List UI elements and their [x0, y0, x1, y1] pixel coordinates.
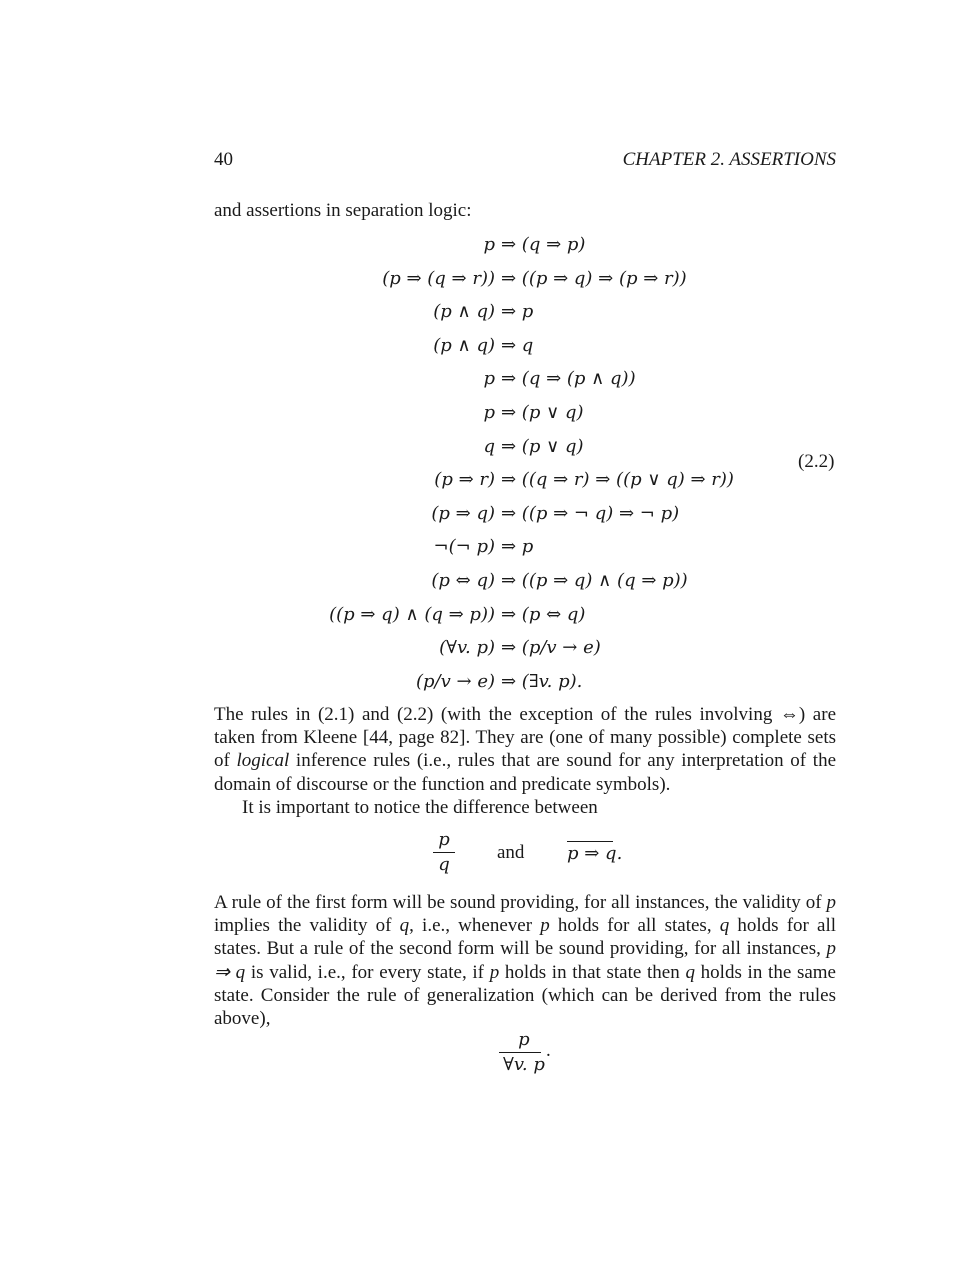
- axiom-row: [0, 297, 979, 327]
- paragraph-kleene-text: The rules in (2.1) and (2.2) (with the exception of the rules involving ⇔) are taken from Kleene [44, page 82]. They are (one of many possible) complete sets of: [214, 704, 836, 772]
- generalization-rule: [499, 1028, 549, 1077]
- math-var: q: [685, 961, 695, 983]
- axiom-rhs: ⇒ ((q ⇒ r) ⇒ ((p ∨ q) ⇒ r)): [501, 469, 734, 491]
- axiom-lhs: ¬(¬ p): [433, 536, 495, 558]
- axiom-row: [0, 532, 979, 562]
- axiom-rhs: ⇒ p: [501, 536, 534, 558]
- text: implies the validity of: [214, 915, 400, 937]
- generalization-period: .: [546, 1040, 551, 1061]
- running-head: CHAPTER 2. ASSERTIONS: [622, 149, 836, 170]
- axiom-row: [0, 600, 979, 630]
- axiom-lhs: p: [483, 234, 495, 255]
- math-var: q: [719, 915, 730, 937]
- text: is valid, i.e., for every state, if: [245, 961, 490, 983]
- axiom-row: [0, 633, 979, 663]
- axiom-lhs-wrap: [0, 432, 495, 462]
- rule-conclusion: ∀v. p: [503, 1054, 545, 1075]
- axiom-lhs: p: [483, 368, 495, 390]
- axiom-lhs-wrap: [0, 566, 495, 596]
- axiom-lhs: (p ⇒ q): [431, 502, 495, 524]
- axiom-lhs: (p ⇒ (q ⇒ r)): [382, 267, 495, 289]
- text: holds for all states. But a rule of the second form will be sound providing, for all instances,: [214, 915, 837, 960]
- rule-fraction-first: [433, 828, 455, 877]
- axiom-lhs: (p ∧ q): [433, 334, 495, 356]
- text: holds for all states,: [549, 915, 720, 937]
- math-var: p: [489, 961, 500, 983]
- text: , i.e., whenever: [409, 915, 541, 937]
- paragraph-soundness: [214, 891, 836, 1030]
- axiom-rhs: ⇒ (∃v. p).: [501, 670, 583, 692]
- axiom-rhs: ⇒ (p ∨ q): [501, 435, 584, 457]
- paragraph-kleene-text-end: inference rules (i.e., rules that are sound for any interpretation of the domain of discourse or the function and predicate symbols).: [214, 750, 836, 795]
- axiom-lhs-wrap: [0, 600, 495, 630]
- axiom-row: [0, 264, 979, 294]
- axiom-lhs-wrap: [0, 667, 495, 697]
- axiom-row: [0, 331, 979, 361]
- axiom-rhs: ⇒ ((p ⇒ q) ∧ (q ⇒ p)): [501, 570, 688, 591]
- math-expression: p ⇒ q: [214, 938, 836, 983]
- axiom-row: [0, 230, 979, 260]
- axiom-lhs-wrap: [0, 398, 495, 428]
- rule-premise: p: [438, 829, 450, 850]
- axiom-row: [0, 499, 979, 529]
- axiom-rhs: ⇒ ((p ⇒ ¬ q) ⇒ ¬ p): [501, 502, 680, 524]
- axiom-rhs: ⇒ q: [501, 334, 534, 356]
- axiom-lhs-wrap: [0, 364, 495, 394]
- axiom-lhs-wrap: [0, 264, 495, 294]
- text: holds in the same state. Consider the rule of generalization (which can be derived from the rules above),: [214, 961, 836, 1030]
- axiom-row: [0, 364, 979, 394]
- paragraph-difference: It is important to notice the difference between: [242, 797, 598, 818]
- axiom-lhs-wrap: [0, 499, 495, 529]
- axiom-lhs-wrap: [0, 465, 495, 495]
- rule-premise: p: [518, 1029, 530, 1050]
- emphasis-logical: logical: [236, 750, 290, 772]
- text: holds in that state then: [499, 961, 686, 983]
- axiom-lhs: (∀v. p): [439, 637, 495, 659]
- rule-conclusion: q: [438, 854, 450, 875]
- page-number: 40: [214, 149, 233, 170]
- axiom-lhs-wrap: [0, 230, 495, 260]
- axiom-row: [0, 566, 979, 596]
- paragraph-kleene: [214, 703, 836, 796]
- axiom-lhs: (p ⇒ r): [434, 469, 495, 491]
- axiom-rhs: ⇒ (q ⇒ p): [501, 234, 586, 255]
- axiom-rhs: ⇒ ((p ⇒ q) ⇒ (p ⇒ r)): [501, 267, 687, 289]
- axiom-rhs: ⇒ (q ⇒ (p ∧ q)): [501, 368, 636, 390]
- axiom-rhs: ⇒ (p ⇔ q): [501, 603, 586, 625]
- connector-and: and: [497, 842, 525, 863]
- axiom-lhs: q: [483, 435, 495, 457]
- axiom-lhs-wrap: [0, 331, 495, 361]
- axiom-row: [0, 667, 979, 697]
- axiom-lhs: (p ⇔ q): [431, 570, 495, 591]
- rule-fraction-second: [563, 828, 626, 866]
- axiom-lhs: (p ∧ q): [433, 301, 495, 323]
- axiom-lhs: (p/v → e): [416, 670, 495, 692]
- rule-premise-empty: [591, 828, 599, 841]
- rule-comparison: [0, 828, 979, 884]
- axiom-row: [0, 398, 979, 428]
- math-var: q: [399, 915, 410, 937]
- intro-text: and assertions in separation logic:: [214, 200, 472, 221]
- math-var: p: [540, 915, 550, 937]
- text: A rule of the first form will be sound providing, for all instances, the validity of: [214, 892, 827, 913]
- axiom-rhs: ⇒ (p ∨ q): [501, 402, 584, 423]
- math-var: p: [826, 892, 836, 913]
- axiom-lhs-wrap: [0, 297, 495, 327]
- axiom-lhs: ((p ⇒ q) ∧ (q ⇒ p)): [329, 603, 495, 625]
- axiom-lhs: p: [483, 402, 495, 423]
- equation-number: (2.2): [798, 451, 835, 472]
- axiom-rhs: ⇒ p: [501, 301, 534, 323]
- axiom-rhs: ⇒ (p/v → e): [501, 637, 601, 659]
- axiom-lhs-wrap: [0, 633, 495, 663]
- axiom-lhs-wrap: [0, 532, 495, 562]
- rule-conclusion: p ⇒ q.: [567, 843, 623, 864]
